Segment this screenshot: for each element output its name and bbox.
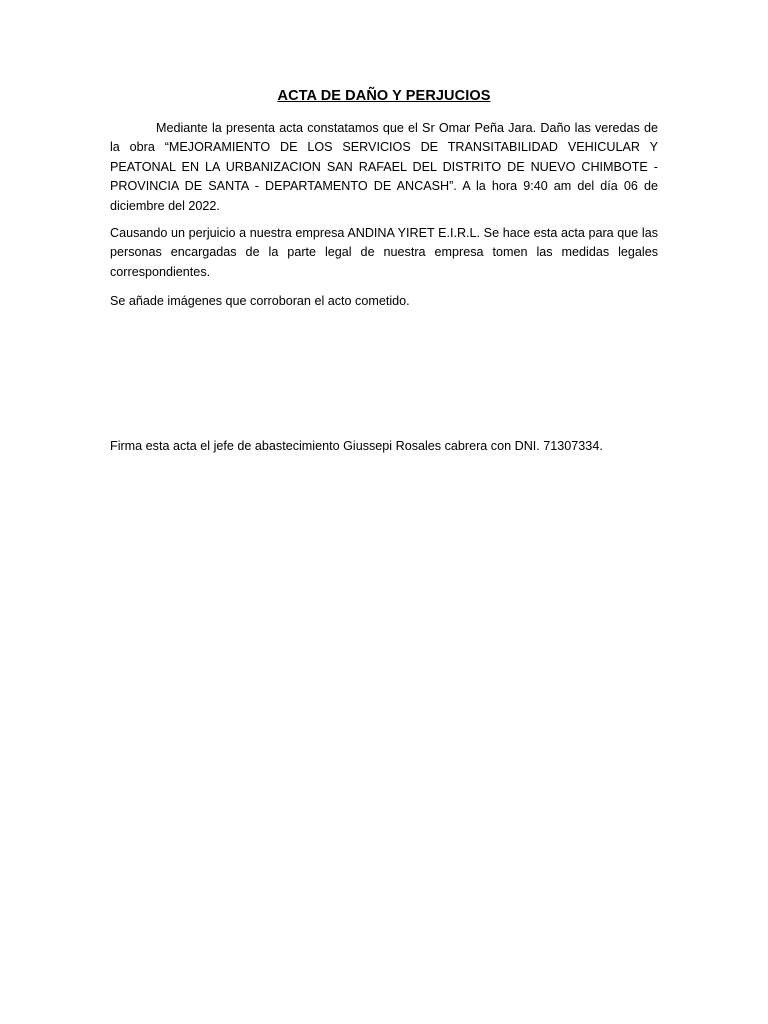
- document-title: ACTA DE DAÑO Y PERJUCIOS: [277, 88, 491, 104]
- paragraph-signature: Firma esta acta el jefe de abastecimiento Giussepi Rosales cabrera con DNI. 71307334.: [110, 439, 603, 453]
- paragraph-damage: Causando un perjuicio a nuestra empresa ANDINA YIRET E.I.R.L. Se hace esta acta para que las personas encargadas de la parte legal de nuestra empresa tomen las medidas legales correspondientes.: [110, 226, 658, 279]
- paragraph-statement: Mediante la presenta acta constatamos que el Sr Omar Peña Jara. Daño las veredas de la obra “MEJORAMIENTO DE LOS SERVICIOS DE TRANSITABILIDAD VEHICULAR Y PEATONAL EN LA URBANIZACION SAN RAFAEL DEL DISTRITO DE NUEVO CHIMBOTE - PROVINCIA DE SANTA - DEPARTAMENTO DE ANCASH”. A la hora 9:40 am del día 06 de diciembre del 2022.: [110, 121, 658, 213]
- paragraph-images-note: Se añade imágenes que corroboran el acto cometido.: [110, 294, 410, 308]
